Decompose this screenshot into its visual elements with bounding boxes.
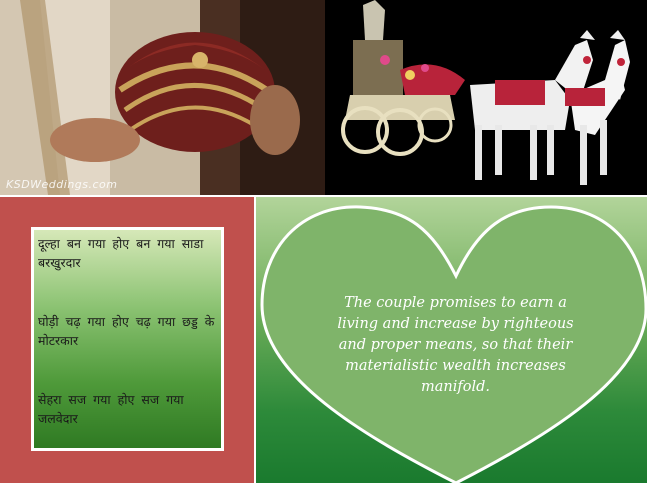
groom-turban-photo: [0, 0, 325, 195]
verse-line: घोड़ी चढ़ गया होए चढ़ गया छड्ड के मोटरकार: [38, 314, 215, 348]
heart-panel: [256, 197, 647, 483]
verse-line: दूल्हा बन गया होए बन गया साडा बरखुरदार: [38, 236, 204, 270]
verses-panel: [0, 197, 254, 483]
horse-carriage-photo: [325, 0, 647, 195]
heart-message: The couple promises to earn a living and increase by righteous and proper means, so that their materialistic wealth increases manifold.: [337, 295, 574, 395]
horse-carriage-illustration: [325, 0, 647, 195]
watermark-text: KSDWeddings.com: [6, 178, 118, 191]
groom-turban-illustration: [0, 0, 325, 195]
verse-line: सेहरा सज गया होए सज गया जलवेदार: [38, 392, 184, 426]
verses-box: [31, 227, 224, 451]
